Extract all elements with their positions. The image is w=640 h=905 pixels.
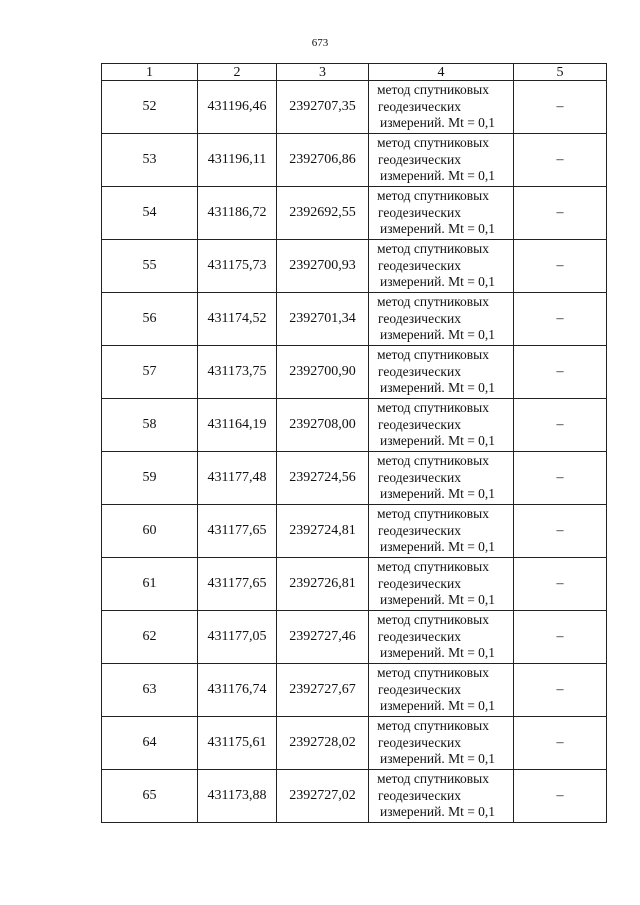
point-number: 65 — [102, 770, 198, 823]
x-coordinate: 431173,75 — [198, 346, 277, 399]
method-description — [369, 399, 514, 452]
x-coordinate: 431175,73 — [198, 240, 277, 293]
note-cell: – — [514, 452, 607, 505]
table-row — [102, 558, 607, 611]
note-cell: – — [514, 770, 607, 823]
x-coordinate: 431176,74 — [198, 664, 277, 717]
method-line: измерений. Mt = 0,1 — [380, 433, 496, 449]
method-description — [369, 664, 514, 717]
x-coordinate: 431196,46 — [198, 81, 277, 134]
y-coordinate: 2392724,56 — [277, 452, 369, 505]
y-coordinate: 2392728,02 — [277, 717, 369, 770]
note-cell: – — [514, 505, 607, 558]
method-description — [369, 611, 514, 664]
y-coordinate: 2392700,90 — [277, 346, 369, 399]
point-number: 54 — [102, 187, 198, 240]
method-line: измерений. Mt = 0,1 — [380, 380, 496, 396]
table-body — [102, 81, 607, 823]
method-line: измерений. Mt = 0,1 — [380, 115, 496, 131]
method-description — [369, 505, 514, 558]
point-number: 55 — [102, 240, 198, 293]
y-coordinate: 2392692,55 — [277, 187, 369, 240]
table-row — [102, 611, 607, 664]
method-line: геодезических — [378, 98, 461, 114]
page-number: 673 — [311, 37, 329, 49]
point-number: 64 — [102, 717, 198, 770]
y-coordinate: 2392708,00 — [277, 399, 369, 452]
method-line: измерений. Mt = 0,1 — [380, 698, 496, 714]
y-coordinate: 2392726,81 — [277, 558, 369, 611]
method-line: измерений. Mt = 0,1 — [380, 274, 496, 290]
method-line: метод спутниковых — [377, 294, 489, 310]
method-line: геодезических — [378, 681, 461, 697]
y-coordinate: 2392700,93 — [277, 240, 369, 293]
y-coordinate: 2392727,46 — [277, 611, 369, 664]
column-header-4: 4 — [369, 64, 514, 81]
method-line: геодезических — [378, 363, 461, 379]
column-header-2: 2 — [198, 64, 277, 81]
x-coordinate: 431186,72 — [198, 187, 277, 240]
x-coordinate: 431177,05 — [198, 611, 277, 664]
table-row — [102, 770, 607, 823]
point-number: 58 — [102, 399, 198, 452]
method-line: геодезических — [378, 787, 461, 803]
method-line: измерений. Mt = 0,1 — [380, 804, 496, 820]
method-line: метод спутниковых — [377, 506, 489, 522]
table-row — [102, 187, 607, 240]
table-row — [102, 81, 607, 134]
y-coordinate: 2392727,02 — [277, 770, 369, 823]
y-coordinate: 2392706,86 — [277, 134, 369, 187]
method-line: измерений. Mt = 0,1 — [380, 751, 496, 767]
method-line: геодезических — [378, 522, 461, 538]
method-line: геодезических — [378, 628, 461, 644]
method-line: метод спутниковых — [377, 347, 489, 363]
table-row — [102, 293, 607, 346]
method-line: метод спутниковых — [377, 135, 489, 151]
table-row — [102, 664, 607, 717]
method-description — [369, 187, 514, 240]
note-cell: – — [514, 558, 607, 611]
x-coordinate: 431174,52 — [198, 293, 277, 346]
method-line: измерений. Mt = 0,1 — [380, 645, 496, 661]
point-number: 56 — [102, 293, 198, 346]
note-cell: – — [514, 81, 607, 134]
table-row — [102, 346, 607, 399]
method-description — [369, 717, 514, 770]
x-coordinate: 431177,65 — [198, 505, 277, 558]
y-coordinate: 2392707,35 — [277, 81, 369, 134]
table-header-row — [102, 64, 607, 81]
point-number: 57 — [102, 346, 198, 399]
method-line: метод спутниковых — [377, 718, 489, 734]
method-line: метод спутниковых — [377, 82, 489, 98]
x-coordinate: 431164,19 — [198, 399, 277, 452]
note-cell: – — [514, 611, 607, 664]
table-row — [102, 399, 607, 452]
method-line: геодезических — [378, 575, 461, 591]
method-line: геодезических — [378, 204, 461, 220]
method-line: измерений. Mt = 0,1 — [380, 168, 496, 184]
point-number: 62 — [102, 611, 198, 664]
method-line: измерений. Mt = 0,1 — [380, 486, 496, 502]
method-description — [369, 293, 514, 346]
note-cell: – — [514, 134, 607, 187]
method-line: измерений. Mt = 0,1 — [380, 327, 496, 343]
table-row — [102, 134, 607, 187]
x-coordinate: 431196,11 — [198, 134, 277, 187]
method-line: метод спутниковых — [377, 400, 489, 416]
method-line: метод спутниковых — [377, 188, 489, 204]
method-line: метод спутниковых — [377, 612, 489, 628]
table-row — [102, 505, 607, 558]
method-description — [369, 770, 514, 823]
note-cell: – — [514, 717, 607, 770]
note-cell: – — [514, 346, 607, 399]
coordinates-table — [101, 63, 607, 823]
method-description — [369, 240, 514, 293]
note-cell: – — [514, 399, 607, 452]
method-line: геодезических — [378, 151, 461, 167]
x-coordinate: 431175,61 — [198, 717, 277, 770]
x-coordinate: 431177,65 — [198, 558, 277, 611]
point-number: 61 — [102, 558, 198, 611]
method-description — [369, 346, 514, 399]
note-cell: – — [514, 240, 607, 293]
method-line: метод спутниковых — [377, 771, 489, 787]
method-line: измерений. Mt = 0,1 — [380, 539, 496, 555]
method-description — [369, 452, 514, 505]
point-number: 60 — [102, 505, 198, 558]
method-description — [369, 558, 514, 611]
y-coordinate: 2392724,81 — [277, 505, 369, 558]
x-coordinate: 431177,48 — [198, 452, 277, 505]
point-number: 63 — [102, 664, 198, 717]
method-line: метод спутниковых — [377, 559, 489, 575]
method-line: метод спутниковых — [377, 665, 489, 681]
point-number: 53 — [102, 134, 198, 187]
method-description — [369, 134, 514, 187]
point-number: 59 — [102, 452, 198, 505]
method-line: геодезических — [378, 416, 461, 432]
table-row — [102, 452, 607, 505]
method-line: геодезических — [378, 734, 461, 750]
method-line: измерений. Mt = 0,1 — [380, 221, 496, 237]
note-cell: – — [514, 664, 607, 717]
note-cell: – — [514, 187, 607, 240]
method-line: метод спутниковых — [377, 241, 489, 257]
table-row — [102, 717, 607, 770]
method-line: метод спутниковых — [377, 453, 489, 469]
point-number: 52 — [102, 81, 198, 134]
note-cell: – — [514, 293, 607, 346]
table-row — [102, 240, 607, 293]
method-line: геодезических — [378, 310, 461, 326]
method-description — [369, 81, 514, 134]
method-line: геодезических — [378, 257, 461, 273]
x-coordinate: 431173,88 — [198, 770, 277, 823]
column-header-3: 3 — [277, 64, 369, 81]
column-header-5: 5 — [514, 64, 607, 81]
y-coordinate: 2392727,67 — [277, 664, 369, 717]
method-line: геодезических — [378, 469, 461, 485]
y-coordinate: 2392701,34 — [277, 293, 369, 346]
column-header-1: 1 — [102, 64, 198, 81]
method-line: измерений. Mt = 0,1 — [380, 592, 496, 608]
